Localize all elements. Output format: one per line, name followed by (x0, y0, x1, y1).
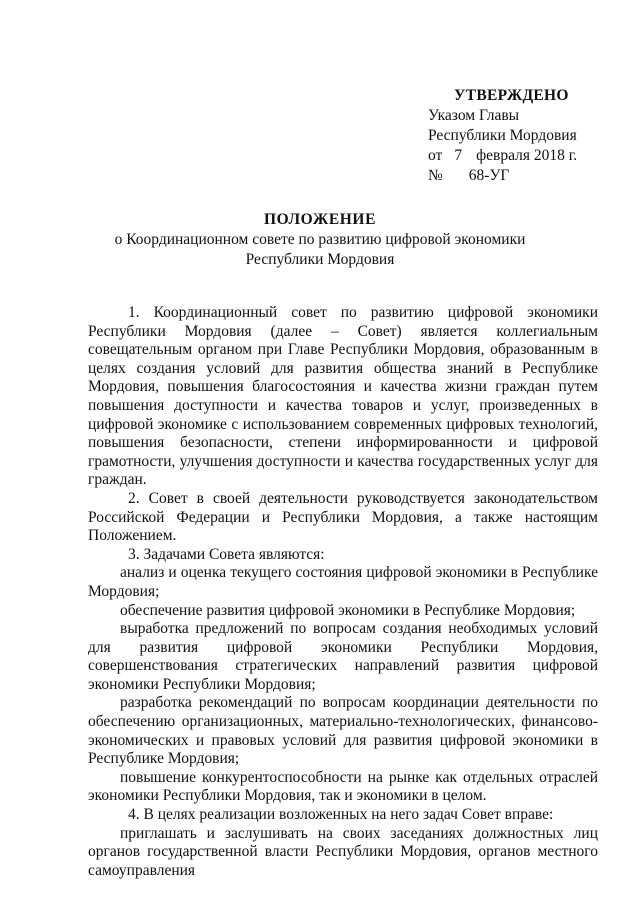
list-item-proposals: выработка предложений по вопросам создания необходимых условий для развития цифровой экономики Республики Мордовия, совершенствования стратегических направлений развития цифровой экономики Республики Мордовия; (88, 620, 598, 693)
approval-date-day: 7 (454, 147, 463, 164)
paragraph-3: 3. Задачами Совета являются: (128, 545, 325, 563)
document-title (0, 210, 640, 270)
paragraph-2: 2. Совет в своей деятельности руководствуется законодательством Российской Федерации и Республики Мордовия, а также настоящим Положением. (88, 489, 598, 545)
list-item-development: обеспечение развития цифровой экономики в Республике Мордовия; (120, 601, 576, 619)
document-subtitle-line1: о Координационном совете по развитию цифровой экономики (114, 231, 526, 248)
approval-number-prefix: № (428, 167, 443, 184)
list-item-competitiveness: повышение конкурентоспособности на рынке как отдельных отраслей экономики Республики Мордовия, так и экономики в целом. (88, 768, 598, 805)
approval-line-decree: Указом Главы (428, 107, 520, 124)
paragraph-1: 1. Координационный совет по развитию цифровой экономики Республики Мордовия (далее – Совет) является коллегиальным совещательным органом при Главе Республики Мордовия, образованным в целях создания условий для развития общества знаний в Республике Мордовия, повышения благосостояния и качества жизни граждан путем повышения доступности и качества товаров и услуг, произведенных в цифровой экономике с использованием современных цифровых технологий, повышения безопасности, степени информированности и цифровой грамотности, улучшения доступности и качества государственных услуг для граждан. (88, 304, 598, 489)
approval-line-republic: Республики Мордовия (428, 127, 577, 144)
approval-date-prefix: от (428, 147, 443, 164)
approval-date (428, 146, 628, 166)
approval-date-month-year: февраля 2018 г. (476, 147, 578, 164)
list-item-recommendations: разработка рекомендаций по вопросам координации деятельности по обеспечению организационных, материально-технологических, финансово-экономических и правовых условий для развития цифровой экономики в Республике Мордовия; (88, 694, 598, 768)
paragraph-4: 4. В целях реализации возложенных на него задач Совет вправе: (128, 806, 554, 824)
list-item-analysis: анализ и оценка текущего состояния цифровой экономики в Республике Мордовия; (88, 564, 598, 600)
list-item-invite: приглашать и заслушивать на своих заседаниях должностных лиц органов государственной власти Республики Мордовия, органов местного самоуправления (88, 824, 598, 879)
approval-stamp (428, 86, 628, 186)
document-subtitle-line2: Республики Мордовия (245, 251, 395, 268)
approval-heading: УТВЕРЖДЕНО (454, 87, 569, 104)
document-body (88, 304, 598, 881)
document-heading: ПОЛОЖЕНИЕ (263, 211, 377, 228)
approval-number (428, 166, 628, 186)
approval-number-value: 68-УГ (468, 167, 510, 184)
